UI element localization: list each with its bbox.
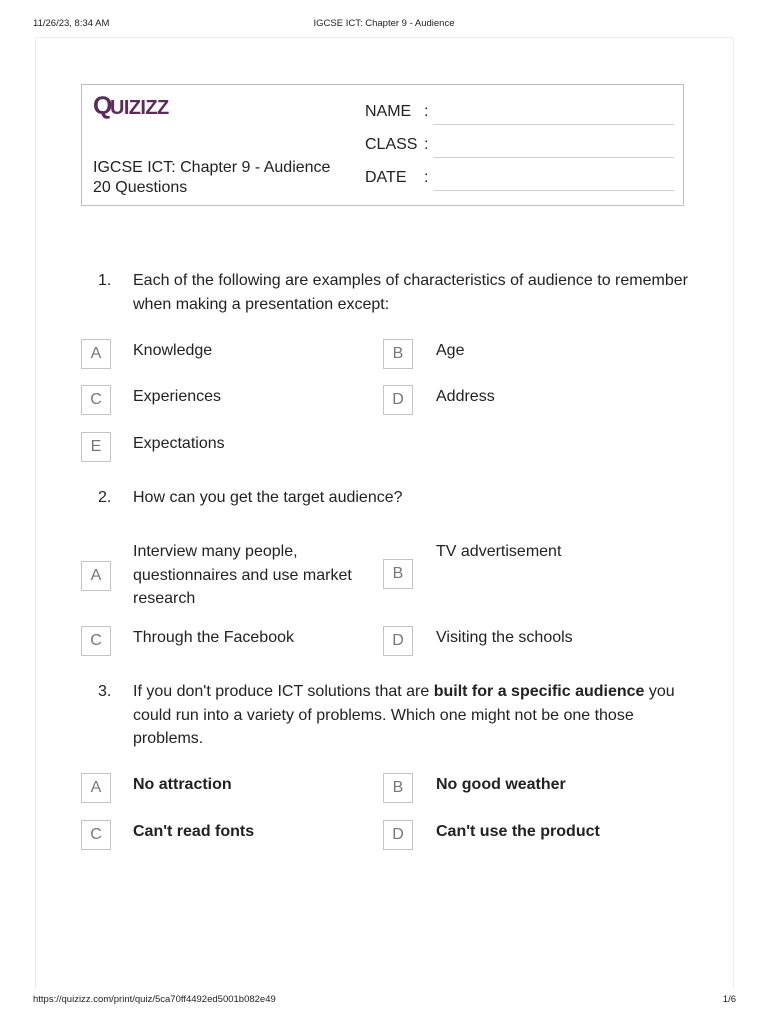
option-letter: E: [81, 432, 111, 462]
q3-option-a[interactable]: [81, 773, 371, 805]
name-input-line[interactable]: [433, 124, 674, 125]
quiz-title: IGCSE ICT: Chapter 9 - Audience: [93, 159, 331, 176]
question-number: 2.: [98, 489, 112, 506]
option-letter: D: [383, 626, 413, 656]
option-letter: C: [81, 626, 111, 656]
question-count: 20 Questions: [93, 179, 188, 196]
question-text: How can you get the target audience?: [133, 489, 403, 506]
option-text: Knowledge: [133, 342, 213, 359]
quiz-title-block: [93, 158, 330, 198]
name-field: [365, 103, 675, 127]
option-text: Age: [436, 342, 465, 359]
question-text: Each of the following are examples of characteristics of audience to remember when making a presentation except:: [133, 272, 688, 313]
question-text-end: you could run into a variety of problems. Which one might not be one those problems.: [133, 683, 675, 747]
print-date: 11/26/23, 8:34 AM: [33, 18, 110, 29]
q1-option-b[interactable]: [383, 339, 673, 371]
class-field: [365, 136, 675, 160]
option-letter: A: [81, 773, 111, 803]
option-text: Visiting the schools: [436, 629, 573, 646]
svg-text:Q: Q: [93, 92, 112, 120]
date-label: DATE: [365, 169, 407, 186]
option-letter: A: [81, 561, 111, 591]
option-text: Can't read fonts: [133, 823, 255, 840]
page-number: 1/6: [722, 994, 736, 1005]
option-letter: D: [383, 385, 413, 415]
q1-option-d[interactable]: [383, 385, 673, 417]
option-letter: B: [383, 773, 413, 803]
question-text-start: If you don't produce ICT solutions that are: [133, 683, 434, 700]
option-text: No attraction: [133, 776, 232, 793]
option-text: Can't use the product: [436, 823, 600, 840]
name-label: NAME: [365, 103, 412, 120]
q2-option-b[interactable]: [383, 540, 673, 612]
print-title: IGCSE ICT: Chapter 9 - Audience: [313, 18, 455, 29]
q2-option-a[interactable]: [81, 540, 371, 612]
q1-option-a[interactable]: [81, 339, 371, 371]
date-colon: :: [424, 169, 429, 186]
option-text: TV advertisement: [436, 543, 562, 560]
option-letter: D: [383, 820, 413, 850]
option-text: Address: [436, 388, 495, 405]
quiz-info-box: [81, 84, 684, 206]
print-header: [0, 18, 768, 32]
option-text: No good weather: [436, 776, 566, 793]
q1-option-e[interactable]: [81, 432, 371, 464]
option-text: Expectations: [133, 435, 225, 452]
option-letter: A: [81, 339, 111, 369]
date-field: [365, 169, 675, 193]
option-text: Through the Facebook: [133, 629, 294, 646]
option-letter: C: [81, 820, 111, 850]
option-letter: B: [383, 559, 413, 589]
name-colon: :: [424, 103, 429, 120]
option-text: Experiences: [133, 388, 222, 405]
quizizz-logo: [93, 91, 183, 121]
question-text: [133, 680, 693, 751]
quizizz-logo-icon: [93, 91, 183, 121]
q1-option-c[interactable]: [81, 385, 371, 417]
question-text-emphasis: built for a specific audience: [433, 683, 645, 700]
option-text: Interview many people, questionnaires and use market research: [133, 543, 352, 607]
print-url[interactable]: https://quizizz.com/print/quiz/5ca70ff4492ed5001b082e49: [33, 994, 276, 1005]
q2-option-d[interactable]: [383, 626, 673, 658]
q3-option-b[interactable]: [383, 773, 673, 805]
class-label: CLASS: [365, 136, 418, 153]
class-input-line[interactable]: [433, 157, 674, 158]
date-input-line[interactable]: [433, 190, 674, 191]
q2-option-c[interactable]: [81, 626, 371, 658]
option-letter: B: [383, 339, 413, 369]
option-letter: C: [81, 385, 111, 415]
q3-option-c[interactable]: [81, 820, 371, 852]
question-number: 1.: [98, 272, 112, 289]
svg-text:UIZIZZ: UIZIZZ: [110, 97, 169, 119]
q3-option-d[interactable]: [383, 820, 673, 852]
question-number: 3.: [98, 683, 112, 700]
class-colon: :: [424, 136, 429, 153]
